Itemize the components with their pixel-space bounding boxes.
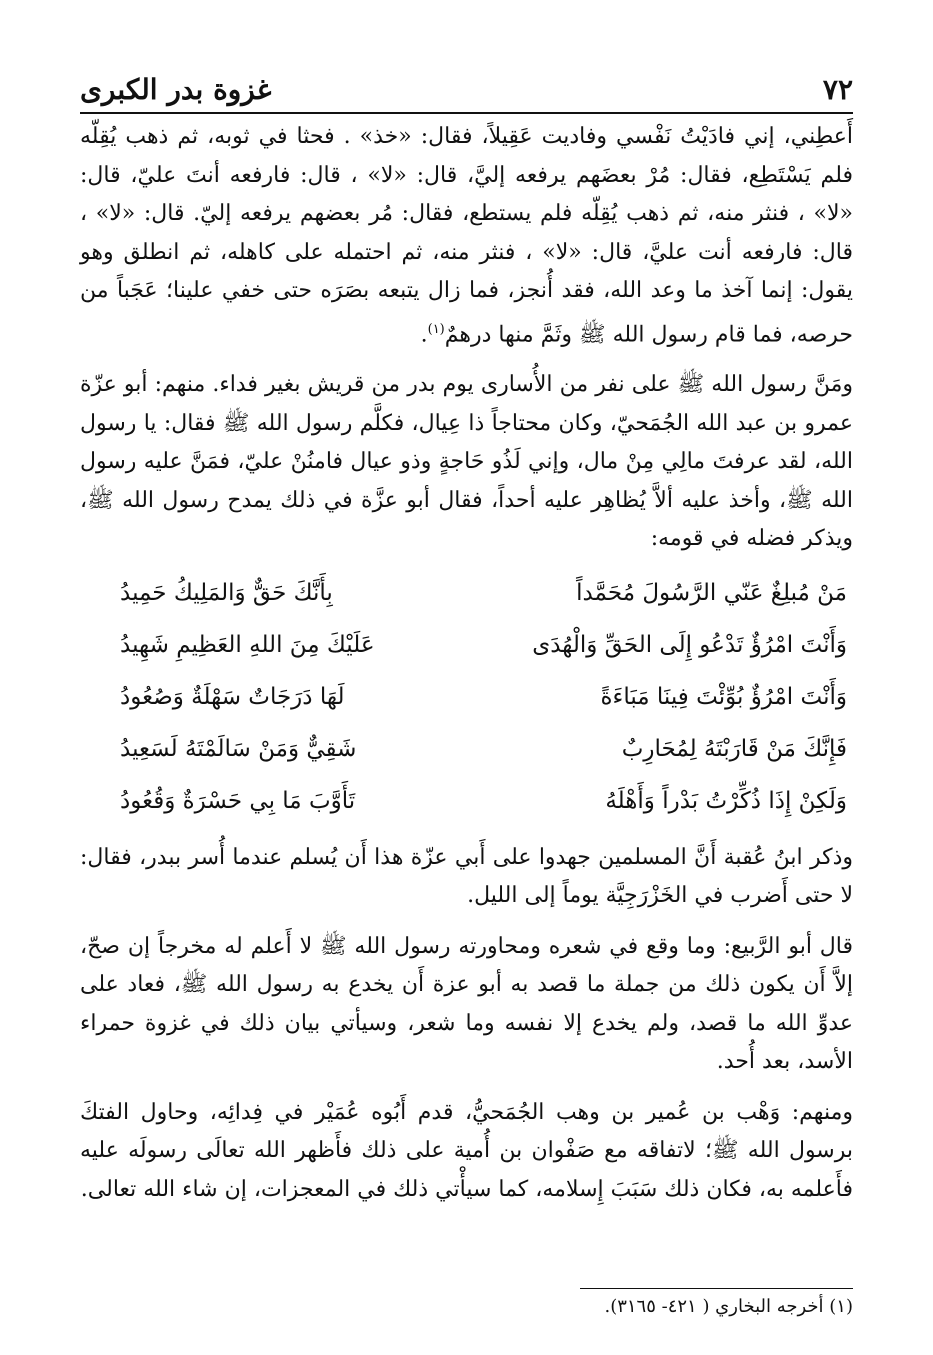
footnote-divider xyxy=(580,1288,853,1289)
second-hemistich: لَهَا دَرَجَاتٌ سَهْلَةٌ وَصُعُودُ xyxy=(120,683,345,710)
first-hemistich: وَأَنْتَ امْرُؤٌ بُوِّئْتَ فِينَا مَبَاءَةً xyxy=(600,683,847,710)
page-header xyxy=(80,58,853,114)
poem-verse xyxy=(80,567,853,619)
poem-verse xyxy=(80,775,853,827)
paragraph: أَعطِني، إني فادَيْتُ نَفْسي وفاديت عَقِيلاً، فقال: «خذ» . فحثا في ثوبه، ثم ذهب يُقِلّه فلم يَسْتَطِع، فقال: مُرْ بعضَهم يرفعه إليَّ، قال: «لا» ، قال: فارفعه أنتَ عليّ، قال: «لا» ، فنثر منه، ثم ذهب يُقِلّه فلم يستطع، فقال: مُر بعضهم يرفعه إليّ. قال: «لا» ، قال: فارفعه أنت عليَّ، قال: «لا» ، فنثر منه، ثم احتمله على كاهله، ثم انطلق وهو يقول: إنما آخذ ما وعد الله، فقد أُنجز، فما زال يتبعه بصَرَه حتى خفي علينا؛ عَجَباً من حرصه، فما قام رسول الله ﷺ وثَمَّ منها درهمٌ$^{(١)}$. xyxy=(80,124,853,347)
second-hemistich: عَلَيْكَ مِنَ اللهِ العَظِيمِ شَهِيدُ xyxy=(120,631,375,658)
poem xyxy=(80,567,853,827)
poem-verse xyxy=(80,723,853,775)
first-hemistich: فَإِنَّكَ مَنْ قَارَبْتَهُ لِمُحَارِبٌ xyxy=(621,735,847,762)
first-hemistich: وَلَكِنْ إِذَا ذُكِّرْتُ بَدْراً وَأَهْلَهُ xyxy=(605,787,847,814)
paragraph: وذكر ابنُ عُقبة أَنَّ المسلمين جهدوا على أَبي عزّة هذا أَن يُسلم عندما أُسر ببدر، فقال: لا حتى أَضرب في الخَزْرَجِيَّة يوماً إلى الليل. xyxy=(80,844,853,909)
paragraph: ومنهم: وَهْب بن عُمير بن وهب الجُمَحيُّ، قدم أَبُوه عُمَيْر في فِدائِه، وحاول الفتكَ برسول الله ﷺ؛ لاتفاقه مع صَفْوان بن أُمية على ذلك فأَظهر الله تعالَى رسولَه عليه فأَعلمه به، فكان ذلك سَبَبَ إِسلامه، كما سيأْتي ذلك في المعجزات، إن شاء الله تعالى. xyxy=(80,1099,854,1202)
footnote-marker: (١) xyxy=(427,321,445,337)
poem-verse xyxy=(80,619,853,671)
running-title: غزوة بدر الكبرى xyxy=(80,73,272,106)
poem-verse xyxy=(80,671,853,723)
paragraph-text: أَعطِني، إني فادَيْتُ نَفْسي وفاديت عَقِيلاً، فقال: «خذ» . فحثا في ثوبه، ثم ذهب يُقِلّه فلم يَسْتَطِع، فقال: مُرْ بعضَهم يرفعه إليَّ، قال: «لا» ، قال: فارفعه أنتَ عليّ، قال: «لا» ، فنثر منه، ثم ذهب يُقِلّه فلم يستطع، فقال: مُر بعضهم يرفعه إليّ. قال: «لا» ، قال: فارفعه أنت عليَّ، قال: «لا» ، فنثر منه، ثم احتمله على كاهله، ثم انطلق وهو يقول: إنما آخذ ما وعد الله، فقد أُنجز، فما زال يتبعه بصَرَه حتى خفي علينا؛ عَجَباً من حرصه، فما قام رسول الله ﷺ وثَمَّ منها درهمٌ xyxy=(80,124,853,347)
footnote: (١) أخرجه البخاري ( ٤٢١- ٣١٦٥). xyxy=(604,1296,853,1317)
page-number: ٧٢ xyxy=(822,73,853,106)
second-hemistich: بِأَنَّكَ حَقٌّ وَالمَلِيكُ حَمِيدُ xyxy=(120,579,333,606)
main-text xyxy=(80,118,853,1217)
second-hemistich: تَأَوَّبَ مَا بِي حَسْرَةٌ وَقُعُودُ xyxy=(120,787,356,814)
first-hemistich: مَنْ مُبلِغٌ عَنّي الرَّسُولَ مُحَمَّداً xyxy=(576,579,847,606)
paragraph: قال أبو الرَّبيع: وما وقع في شعره ومحاورته رسول الله ﷺ لا أَعلم له مخرجاً إن صحّ، إلاَّ أَن يكون ذلك من جملة ما قصد به أبو عزة أَن يخدع به رسول الله ﷺ، فعاد على عدوِّ الله ما قصد، ولم يخدع إلا نفسه وما شعر، وسيأتي بيان ذلك في غزوة حمراء الأسد، بعد أُحد. xyxy=(80,933,853,1075)
paragraph: ومَنَّ رسول الله ﷺ على نفر من الأُسارى يوم بدر من قريش بغير فداء. منهم: أبو عزّة عمرو بن عبد الله الجُمَحيّ، وكان محتاجاً ذا عِيال، فكلَّم رسول الله ﷺ فقال: يا رسول الله، لقد عرفتَ مالِي مِنْ مال، وإني لَذُو حَاجةٍ وذو عيال فامنُنْ عليّ، فمَنَّ عليه رسول الله ﷺ، وأخذ عليه ألاَّ يُظاهِر عليه أحداً، فقال أبو عزَّة في ذلك يمدح رسول الله ﷺ، ويذكر فضله في قومه: xyxy=(80,372,853,552)
first-hemistich: وَأَنْتَ امْرُؤٌ تَدْعُو إِلَى الحَقِّ وَالْهُدَى xyxy=(532,631,847,658)
second-hemistich: شَقِيٌّ وَمَنْ سَالَمْتَهُ لَسَعِيدُ xyxy=(120,735,357,762)
